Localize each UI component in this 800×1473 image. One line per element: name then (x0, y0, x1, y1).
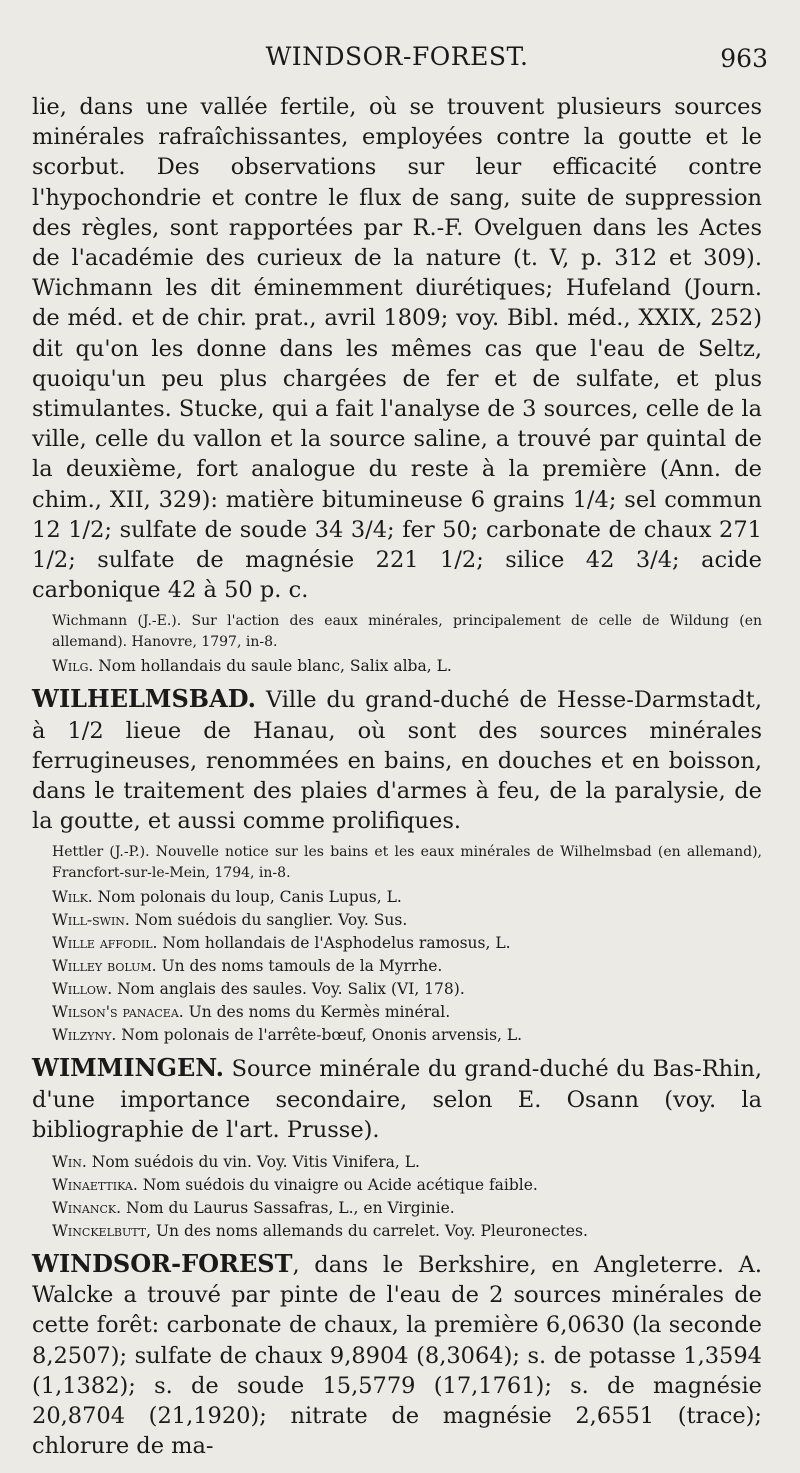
entry-text: Nom suédois du vin. Voy. Vitis Vinifera, L. (91, 1153, 420, 1172)
entry-text: Nom du Laurus Sassafras, L., en Virginie. (125, 1199, 455, 1218)
running-title: WINDSOR-FOREST. (265, 42, 529, 71)
list-item (52, 1197, 762, 1220)
list-item (52, 1220, 762, 1243)
list-item (52, 978, 762, 1001)
entry-head: Will-swin. (52, 911, 130, 930)
list-item (52, 932, 762, 955)
entry-head: Wilk. (52, 888, 93, 907)
list-item (52, 886, 762, 909)
entry-head: Wilzyny. (52, 1026, 117, 1045)
entry-text: Nom anglais des saules. Voy. Salix (VI, 178). (117, 980, 465, 999)
entry-text: Un des noms allemands du carrelet. Voy. Pleuronectes. (155, 1222, 588, 1241)
entry-head: Wilg. (52, 657, 94, 676)
entry-text: Un des noms tamouls de la Myrrhe. (161, 957, 443, 976)
list-item (52, 1024, 762, 1047)
entry-text: Nom hollandais de l'Asphodelus ramosus, L. (162, 934, 511, 953)
page-header (32, 38, 768, 92)
entry-head: Willey bolum. (52, 957, 157, 976)
paragraph-wildungen-continued: lie, dans une vallée fertile, où se trouvent plusieurs sources minérales rafraîchissantes, employées contre la goutte et le scorbut. Des observations sur leur efficacité contre l'hypochondrie et contre le flux de sang, suite de suppression des règles, sont rapportées par R.-F. Ovelguen dans les Actes de l'académie des curieux de la nature (t. V, p. 312 et 309). Wichmann les dit éminemment diurétiques; Hufeland (Journ. de méd. et de chir. prat., avril 1809; voy. Bibl. méd., XXIX, 252) dit qu'on les donne dans les mêmes cas que l'eau de Seltz, quoiqu'un peu plus chargées de fer et de sulfate, et plus stimulantes. Stucke, qui a fait l'analyse de 3 sources, celle de la ville, celle du vallon et la source saline, a trouvé par quintal de la deuxième, fort analogue du reste à la première (Ann. de chim., XII, 329): matière bitumineuse 6 grains 1/4; sel commun 12 1/2; sulfate de soude 34 3/4; fer 50; carbonate de chaux 271 1/2; sulfate de magnésie 221 1/2; silice 42 3/4; acide carbonique 42 à 50 p. c. (32, 94, 762, 604)
list-item (52, 1151, 762, 1174)
entry-head: Wille affodil. (52, 934, 158, 953)
article-text: Ville du grand-duché de Hesse-Darmstadt, à 1/2 lieue de Hanau, où sont des sources minérales ferrugineuses, renommées en bains, en douches et en boisson, dans le traitement des plaies d'armes à feu, de la paralysie, de la goutte, et aussi comme prolifiques. (32, 687, 762, 835)
entry-head: Winckelbutt, (52, 1222, 152, 1241)
article-wilhelmsbad (32, 684, 762, 836)
entry-text: Nom suédois du vinaigre ou Acide acétique faible. (142, 1176, 538, 1195)
entry-head: Willow. (52, 980, 113, 999)
list-item (52, 955, 762, 978)
entry-text: Un des noms du Kermès minéral. (188, 1003, 451, 1022)
entry-text: Nom polonais de l'arrête-bœuf, Ononis arvensis, L. (121, 1026, 523, 1045)
article-head: WIMMINGEN. (32, 1053, 225, 1083)
entry-head: Winanck. (52, 1199, 122, 1218)
entry-head: Wilson's panacea. (52, 1003, 184, 1022)
entry-text: Nom polonais du loup, Canis Lupus, L. (97, 888, 402, 907)
list-item (52, 1174, 762, 1197)
article-wimmingen (32, 1053, 762, 1145)
reference-hettler: Hettler (J.-P.). Nouvelle notice sur les bains et les eaux minérales de Wilhelmsbad (en allemand), Francfort-sur-le-Mein, 1794, in-8. (52, 844, 762, 882)
entry-text: Nom hollandais du saule blanc, Salix alba, L. (98, 657, 452, 676)
page-number: 963 (720, 44, 768, 73)
entry-head: Winaettika. (52, 1176, 138, 1195)
entry-text: Nom suédois du sanglier. Voy. Sus. (134, 911, 408, 930)
article-head: WINDSOR-FOREST (32, 1249, 293, 1279)
entry-wilg (52, 655, 762, 678)
list-item (52, 1001, 762, 1024)
article-head: WILHELMSBAD. (32, 684, 257, 714)
entry-head: Win. (52, 1153, 87, 1172)
entry-list-2 (32, 1151, 762, 1243)
article-text: Source minérale du grand-duché du Bas-Rhin, d'une importance secondaire, selon E. Osann (voy. la bibliographie de l'art. Prusse). (32, 1056, 763, 1143)
article-text: , dans le Berkshire, en Angleterre. A. Walcke a trouvé par pinte de l'eau de 2 sources minérales de cette forêt: carbonate de chaux, la première 6,0630 (la seconde 8,2507); sulfate de chaux 9,8904 (8,3064); s. de potasse 1,3594 (1,1382); s. de soude 15,5779 (17,1761); s. de magnésie 20,8704 (21,1920); nitrate de magnésie 2,6551 (trace); chlorure de ma- (32, 1252, 762, 1460)
entry-list-1 (32, 886, 762, 1047)
reference-wichmann: Wichmann (J.-E.). Sur l'action des eaux minérales, principalement de celle de Wildung (en allemand). Hanovre, 1797, in-8. (52, 613, 762, 651)
article-windsor-forest (32, 1249, 762, 1461)
list-item (52, 909, 762, 932)
